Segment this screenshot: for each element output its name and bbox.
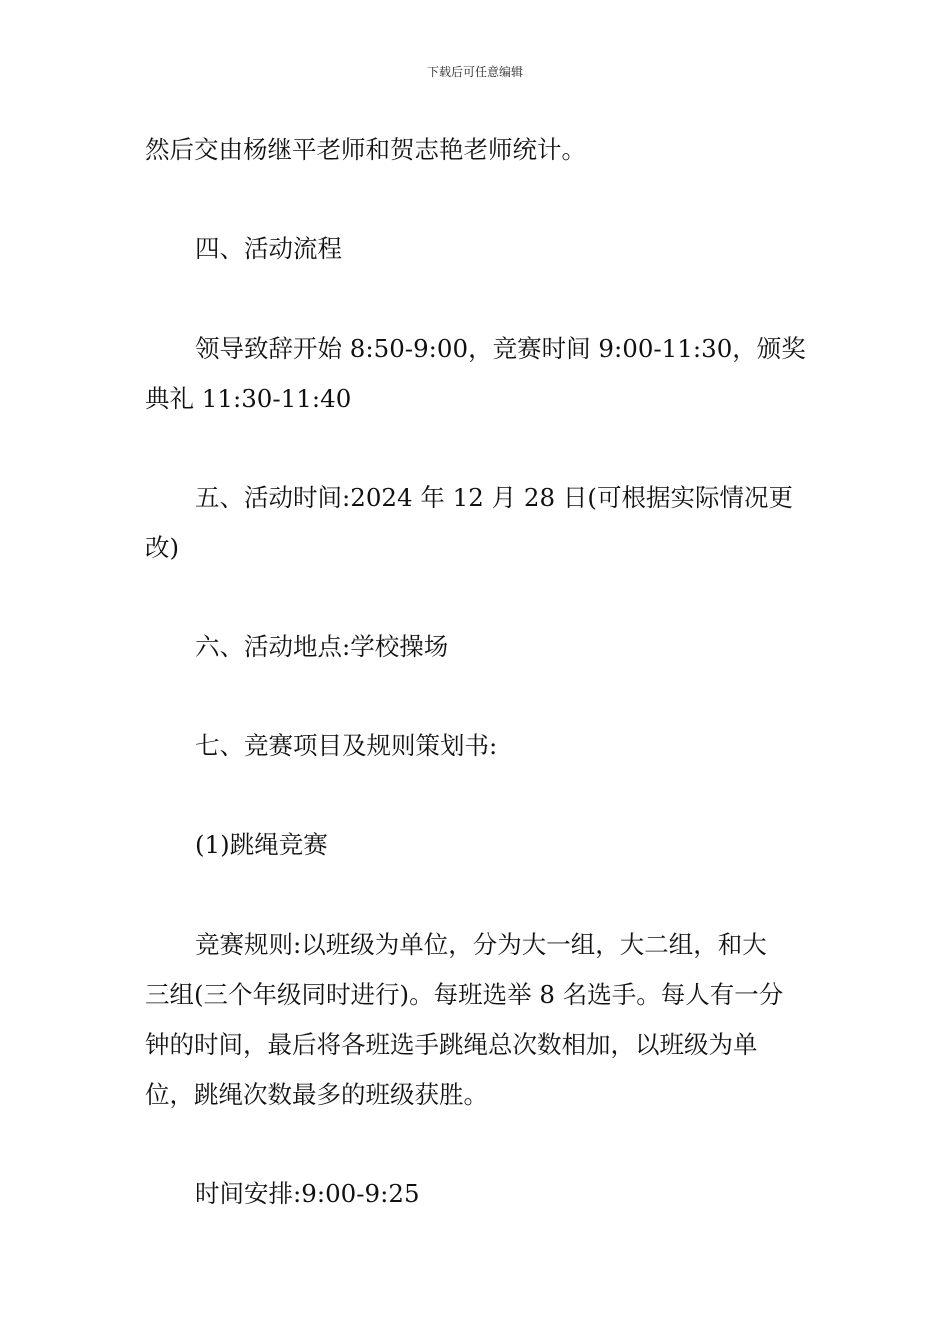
text-line: 改) (145, 533, 180, 562)
text-line: 四、活动流程 (195, 234, 342, 263)
text-line: 六、活动地点:学校操场 (195, 632, 449, 661)
heading-competition-rules (145, 721, 809, 771)
text-line: 钟的时间，最后将各班选手跳绳总次数相加，以班级为单 (145, 1030, 758, 1059)
text-line: 位，跳绳次数最多的班级获胜。 (145, 1080, 488, 1109)
paragraph-time-arrangement (145, 1169, 809, 1219)
paragraph-activity-location (145, 622, 809, 672)
text-line: 然后交由杨继平老师和贺志艳老师统计。 (145, 135, 586, 164)
paragraph-activity-time (145, 473, 809, 573)
text-line: 五、活动时间:2024 年 12 月 28 日(可根据实际情况更 (195, 483, 793, 512)
paragraph-rope-skipping-rules (145, 920, 809, 1120)
text-line: 竞赛规则:以班级为单位，分为大一组，大二组，和大 (195, 930, 767, 959)
text-line: 时间安排:9:00-9:25 (195, 1179, 420, 1208)
text-line: (1)跳绳竞赛 (195, 830, 328, 859)
heading-activity-process (145, 224, 809, 274)
text-line: 典礼 11:30-11:40 (145, 384, 352, 413)
paragraph-statistics (145, 125, 809, 175)
page-header: 下载后可任意编辑 (426, 65, 523, 79)
paragraph-schedule (145, 324, 809, 424)
heading-rope-skipping (145, 820, 809, 870)
text-line: 三组(三个年级同时进行)。每班选举 8 名选手。每人有一分 (145, 980, 784, 1009)
text-line: 七、竞赛项目及规则策划书: (195, 731, 498, 760)
text-line: 领导致辞开始 8:50-9:00，竞赛时间 9:00-11:30，颁奖 (195, 334, 806, 363)
